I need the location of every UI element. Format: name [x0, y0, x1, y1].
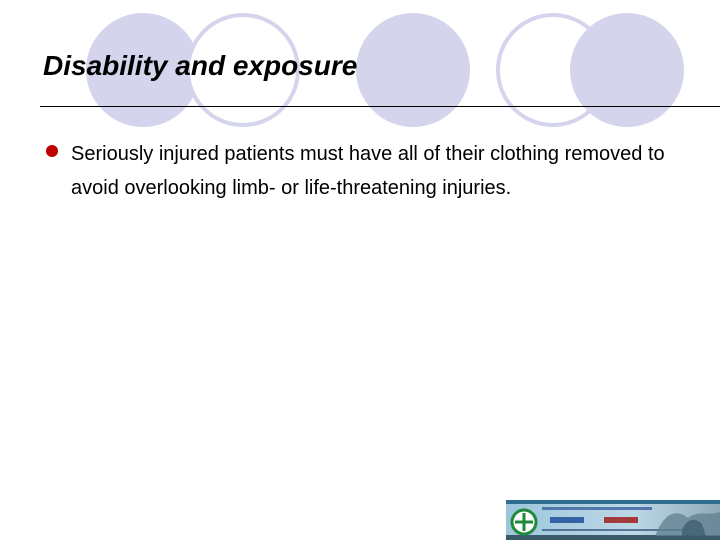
title-underline — [40, 106, 720, 107]
decorative-circle-filled — [356, 13, 470, 127]
hospital-logo-banner — [506, 500, 720, 540]
decorative-circle-filled — [570, 13, 684, 127]
bullet-dot-icon — [46, 145, 58, 157]
hospital-logo-image — [506, 500, 720, 540]
bullet-text: Seriously injured patients must have all of their clothing removed to avoid overlooking limb- or life-threatening injuries. — [71, 143, 665, 199]
slide-title: Disability and exposure — [43, 50, 358, 81]
